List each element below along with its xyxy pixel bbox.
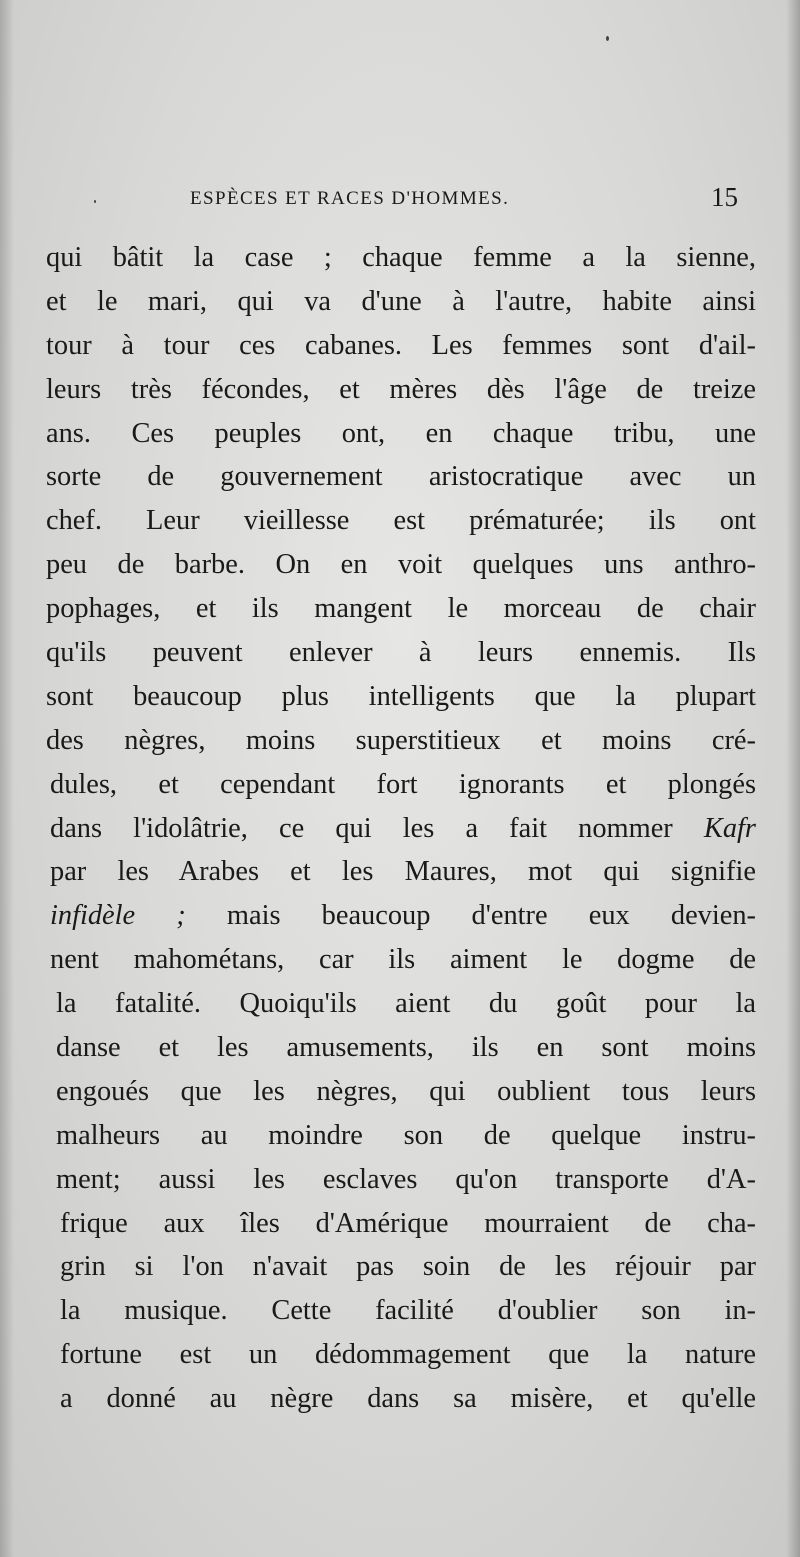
- text-line: malheurs au moindre son de quelque instru-: [56, 1119, 756, 1151]
- text-line: [50, 894, 756, 938]
- italic-word: Kafr: [703, 812, 756, 844]
- text-line: ans. Ces peuples ont, en chaque tribu, une: [46, 417, 756, 449]
- text-line: sorte de gouvernement aristocratique avec un: [46, 461, 756, 493]
- text-line: ment; aussi les esclaves qu'on transporte d'A-: [56, 1163, 756, 1195]
- text-line: des nègres, moins superstitieux et moins cré-: [46, 724, 756, 756]
- text-line: leurs très fécondes, et mères dès l'âge de treize: [46, 373, 756, 405]
- page-right-edge-shadow: [786, 0, 800, 1557]
- text-line: dules, et cependant fort ignorants et plongés: [50, 768, 756, 800]
- text-line: frique aux îles d'Amérique mourraient de cha-: [60, 1207, 756, 1239]
- text-line: chef. Leur vieillesse est prématurée; ils ont: [46, 505, 756, 537]
- text-line: qui bâtit la case ; chaque femme a la sienne,: [46, 242, 756, 273]
- text-line: par les Arabes et les Maures, mot qui signifie: [50, 856, 756, 888]
- text-line: sont beaucoup plus intelligents que la plupart: [46, 680, 756, 712]
- text-line: peu de barbe. On en voit quelques uns anthro-: [46, 549, 756, 581]
- line-text: dans l'idolâtrie, ce qui les a fait nommer: [50, 812, 673, 844]
- text-line: qu'ils peuvent enlever à leurs ennemis. Ils: [46, 637, 756, 669]
- text-line: a donné au nègre dans sa misère, et qu'elle: [60, 1383, 756, 1415]
- body-text: [46, 236, 756, 1421]
- text-line: et le mari, qui va d'une à l'autre, habite ainsi: [46, 285, 756, 317]
- running-head-title: ESPÈCES ET RACES D'HOMMES.: [190, 188, 510, 209]
- ink-speck: [606, 36, 609, 41]
- text-line: nent mahométans, car ils aiment le dogme de: [50, 944, 756, 976]
- text-line: la fatalité. Quoiqu'ils aient du goût pour la: [56, 988, 756, 1020]
- text-line: [50, 807, 756, 851]
- text-line: pophages, et ils mangent le morceau de chair: [46, 593, 756, 625]
- page-left-edge-shadow: [0, 0, 14, 1557]
- running-head: [190, 182, 750, 222]
- italic-word: infidèle ;: [50, 900, 186, 932]
- line-text: mais beaucoup d'entre eux devien-: [185, 900, 756, 932]
- text-line: tour à tour ces cabanes. Les femmes sont d'ail-: [46, 329, 756, 361]
- text-line: engoués que les nègres, qui oublient tous leurs: [56, 1075, 756, 1107]
- ink-speck: [94, 200, 96, 203]
- text-line: fortune est un dédommagement que la nature: [60, 1339, 756, 1371]
- text-line: danse et les amusements, ils en sont moins: [56, 1032, 756, 1064]
- page-number: 15: [711, 182, 738, 212]
- text-line: grin si l'on n'avait pas soin de les réjouir par: [60, 1251, 756, 1283]
- text-line: la musique. Cette facilité d'oublier son in-: [60, 1295, 756, 1327]
